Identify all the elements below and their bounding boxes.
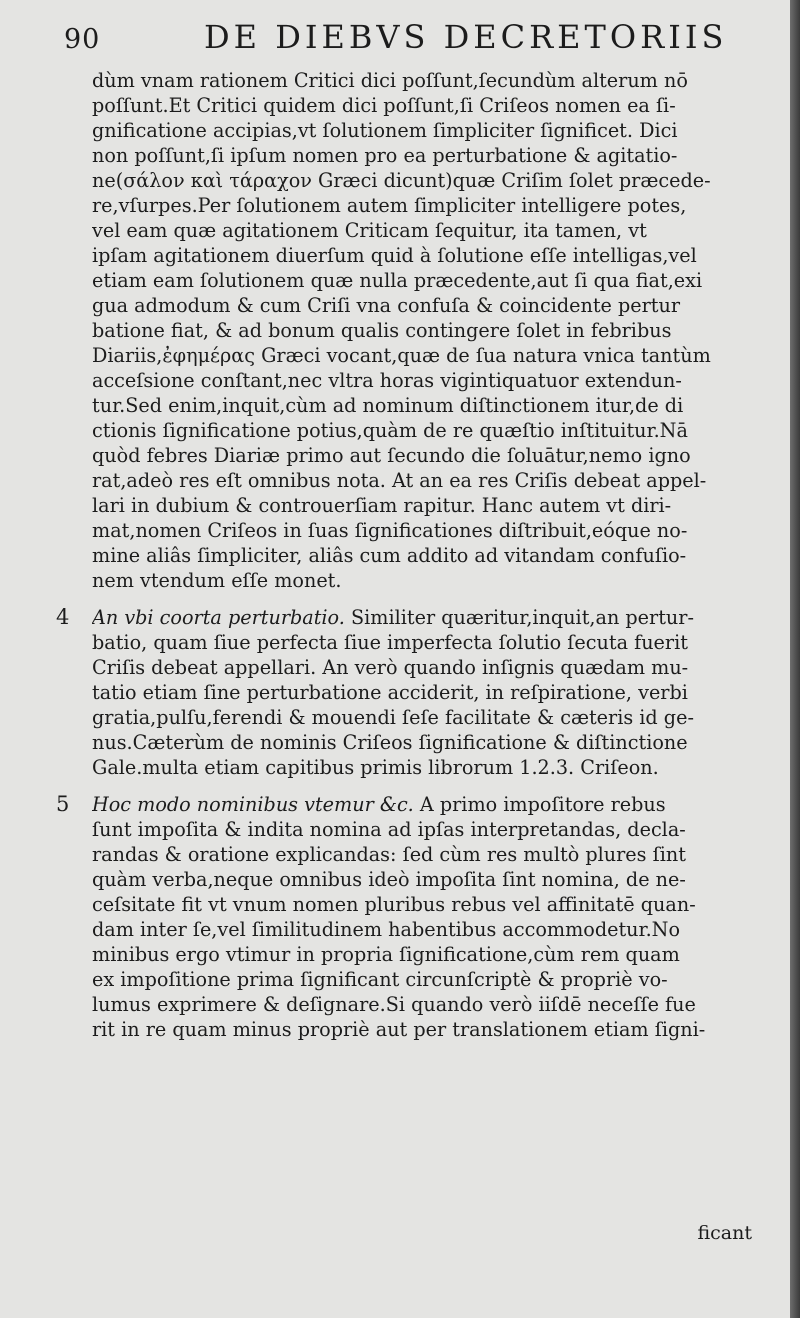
text-line: ex impoſitione prima ſignificant circunſcriptè & propriè vo- <box>92 968 668 991</box>
page-edge-shadow <box>790 0 800 1318</box>
text-line: gratia,pulſu,ferendi & mouendi ſeſe facilitate & cæteris id ge- <box>92 706 694 729</box>
text-line: vel eam quæ agitationem Criticam ſequitur, ita tamen, vt <box>92 219 647 242</box>
text-line: ctionis ſignificatione potius,quàm de re quæſtio inſtituitur.Nā <box>92 419 688 442</box>
text-line: minibus ergo vtimur in propria ſignificatione,cùm rem quam <box>92 943 680 966</box>
text-line: Gale.multa etiam capitibus primis librorum 1.2.3. Criſeon. <box>92 756 659 779</box>
text-line: re,vſurpes.Per ſolutionem autem ſimpliciter intelligere potes, <box>92 194 687 217</box>
page-number: 90 <box>64 24 101 55</box>
text-line: randas & oratione explicandas: ſed cùm res multò plures ſint <box>92 843 686 866</box>
text-line: mine aliâs ſimpliciter, aliâs cum addito ad vitandam confuſio- <box>92 544 687 567</box>
page-header <box>0 18 790 66</box>
text-line <box>92 792 766 817</box>
section-number: 5 <box>56 792 70 816</box>
text-line: poſſunt.Et Critici quidem dici poſſunt,ſi Criſeos nomen ea ſi- <box>92 94 676 117</box>
text-line: non poſſunt,ſi ipſum nomen pro ea perturbatione & agitatio- <box>92 144 678 167</box>
text-line: ceſsitate fit vt vnum nomen pluribus rebus vel affinitatē quan- <box>92 893 696 916</box>
lemma-commentary: Similiter quæritur,inquit,an pertur- <box>344 606 694 629</box>
text-line: ſunt impoſita & indita nomina ad ipſas interpretandas, decla- <box>92 818 686 841</box>
section-4 <box>56 605 766 780</box>
section-5 <box>56 792 766 1042</box>
text-line: Diariis,ἐφημέρας Græci vocant,quæ de ſua natura vnica tantùm <box>92 344 711 367</box>
body-text <box>56 68 766 1042</box>
text-line: tatio etiam ſine perturbatione acciderit, in reſpiratione, verbi <box>92 681 688 704</box>
text-line: lumus exprimere & deſignare.Si quando verò iiſdē neceſſe fue <box>92 993 696 1016</box>
text-line: acceſsione conſtant,nec vltra horas vigintiquatuor extendun- <box>92 369 682 392</box>
lemma-commentary: A primo impoſitore rebus <box>413 793 666 816</box>
running-title: DE DIEBVS DECRETORIIS <box>204 18 728 56</box>
text-line: quàm verba,neque omnibus ideò impoſita ſint nomina, de ne- <box>92 868 686 891</box>
text-line <box>92 605 766 630</box>
lemma: An vbi coorta perturbatio. <box>92 606 345 629</box>
text-line: gnificatione accipias,vt ſolutionem ſimpliciter ſignificet. Dici <box>92 119 678 142</box>
section-number: 4 <box>56 605 70 629</box>
text-line: ipſam agitationem diuerſum quid à ſolutione eſſe intelligas,vel <box>92 244 697 267</box>
text-line: rat,adeò res eſt omnibus nota. At an ea res Criſis debeat appel- <box>92 469 707 492</box>
paragraph-continuation <box>92 68 766 593</box>
text-line: etiam eam ſolutionem quæ nulla præcedente,aut ſi qua fiat,exi <box>92 269 703 292</box>
text-line: batione fiat, & ad bonum qualis contingere ſolet in febribus <box>92 319 672 342</box>
text-line: dùm vnam rationem Critici dici poſſunt,ſecundùm alterum nō <box>92 69 688 92</box>
text-line: ne(σάλον καὶ τάραχον Græci dicunt)quæ Criſim ſolet præcede- <box>92 169 711 192</box>
lemma: Hoc modo nominibus vtemur &c. <box>92 793 414 816</box>
text-line: rit in re quam minus propriè aut per translationem etiam ſigni- <box>92 1018 706 1041</box>
text-line: gua admodum & cum Criſi vna confuſa & coincidente pertur <box>92 294 681 317</box>
text-line: mat,nomen Criſeos in ſuas ſignificationes diſtribuit,eóque no- <box>92 519 688 542</box>
text-line: batio, quam ſiue perfecta ſiue imperfecta ſolutio ſecuta fuerit <box>92 631 688 654</box>
text-line: Criſis debeat appellari. An verò quando inſignis quædam mu- <box>92 656 689 679</box>
text-line: nem vtendum eſſe monet. <box>92 569 342 592</box>
text-line: nus.Cæterùm de nominis Criſeos ſignificatione & diſtinctione <box>92 731 688 754</box>
text-line: dam inter ſe,vel ſimilitudinem habentibus accommodetur.No <box>92 918 681 941</box>
text-line: quòd febres Diariæ primo aut ſecundo die ſoluātur,nemo igno <box>92 444 691 467</box>
catchword: ficant <box>697 1222 752 1244</box>
text-line: tur.Sed enim,inquit,cùm ad nominum diſtinctionem itur,de di <box>92 394 684 417</box>
text-line: lari in dubium & controuerſiam rapitur. Hanc autem vt diri- <box>92 494 672 517</box>
